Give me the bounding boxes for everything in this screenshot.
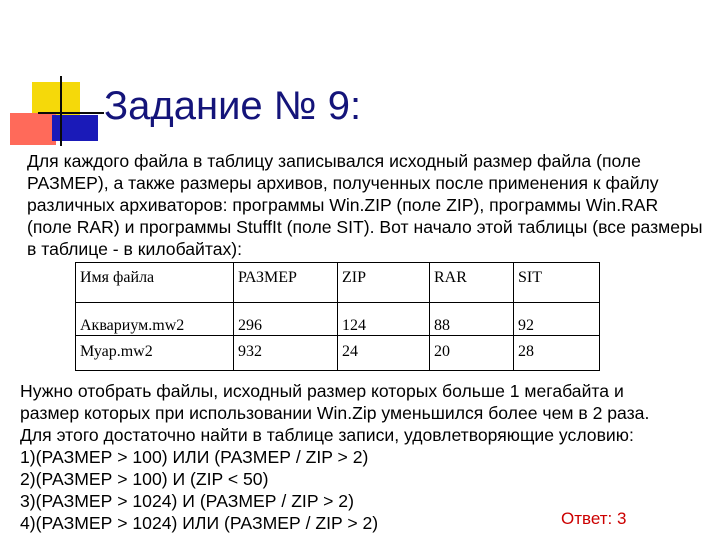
answer-label: Ответ: 3 [561, 509, 627, 528]
header-cell-zip: ZIP [338, 263, 430, 303]
table-cell: 24 [338, 336, 430, 371]
header-cell-filename: Имя файла [76, 263, 234, 303]
table-cell: 20 [430, 336, 514, 371]
answer-option-1: 1)(РАЗМЕР > 100) ИЛИ (РАЗМЕР / ZIP > 2) [20, 447, 369, 467]
table-cell: Муар.mw2 [76, 336, 234, 371]
table-header-row [76, 263, 600, 303]
table-cell: 92 [514, 303, 600, 336]
question-line: Нужно отобрать файлы, исходный размер которых больше 1 мегабайта и [20, 381, 624, 401]
table-cell: Аквариум.mw2 [76, 303, 234, 336]
table-row [76, 303, 600, 336]
table-cell: 932 [234, 336, 338, 371]
table-cell: 124 [338, 303, 430, 336]
header-cell-rar: RAR [430, 263, 514, 303]
header-cell-sit: SIT [514, 263, 600, 303]
table-cell: 28 [514, 336, 600, 371]
table-row [76, 336, 600, 371]
question-line: размер которых при использовании Win.Zip уменьшился более чем в 2 раза. [20, 403, 650, 423]
decorative-red-square [10, 113, 56, 145]
task-description: Для каждого файла в таблицу записывался исходный размер файла (поле РАЗМЕР), а также размеры архивов, полученных после применения к файлу различных архиваторов: программы Win.ZIP (поле ZIP), программы Win.RAR (поле RAR) и программы StuffIt (поле SIT). Вот начало этой таблицы (все размеры в таблице - в килобайтах): [27, 151, 703, 259]
decorative-horizontal-line [38, 112, 104, 114]
slide-title: Задание № 9: [104, 84, 362, 128]
header-cell-size: РАЗМЕР [234, 263, 338, 303]
decorative-blue-square [52, 115, 98, 141]
answer-option-3: 3)(РАЗМЕР > 1024) И (РАЗМЕР / ZIP > 2) [20, 491, 354, 511]
answer-option-2: 2)(РАЗМЕР > 100) И (ZIP < 50) [20, 469, 269, 489]
table-cell: 88 [430, 303, 514, 336]
file-size-table [75, 262, 600, 371]
question-line: Для этого достаточно найти в таблице записи, удовлетворяющие условию: [20, 425, 634, 445]
decorative-vertical-line [60, 76, 62, 146]
answer-option-4: 4)(РАЗМЕР > 1024) ИЛИ (РАЗМЕР / ZIP > 2) [20, 513, 379, 533]
table-cell: 296 [234, 303, 338, 336]
